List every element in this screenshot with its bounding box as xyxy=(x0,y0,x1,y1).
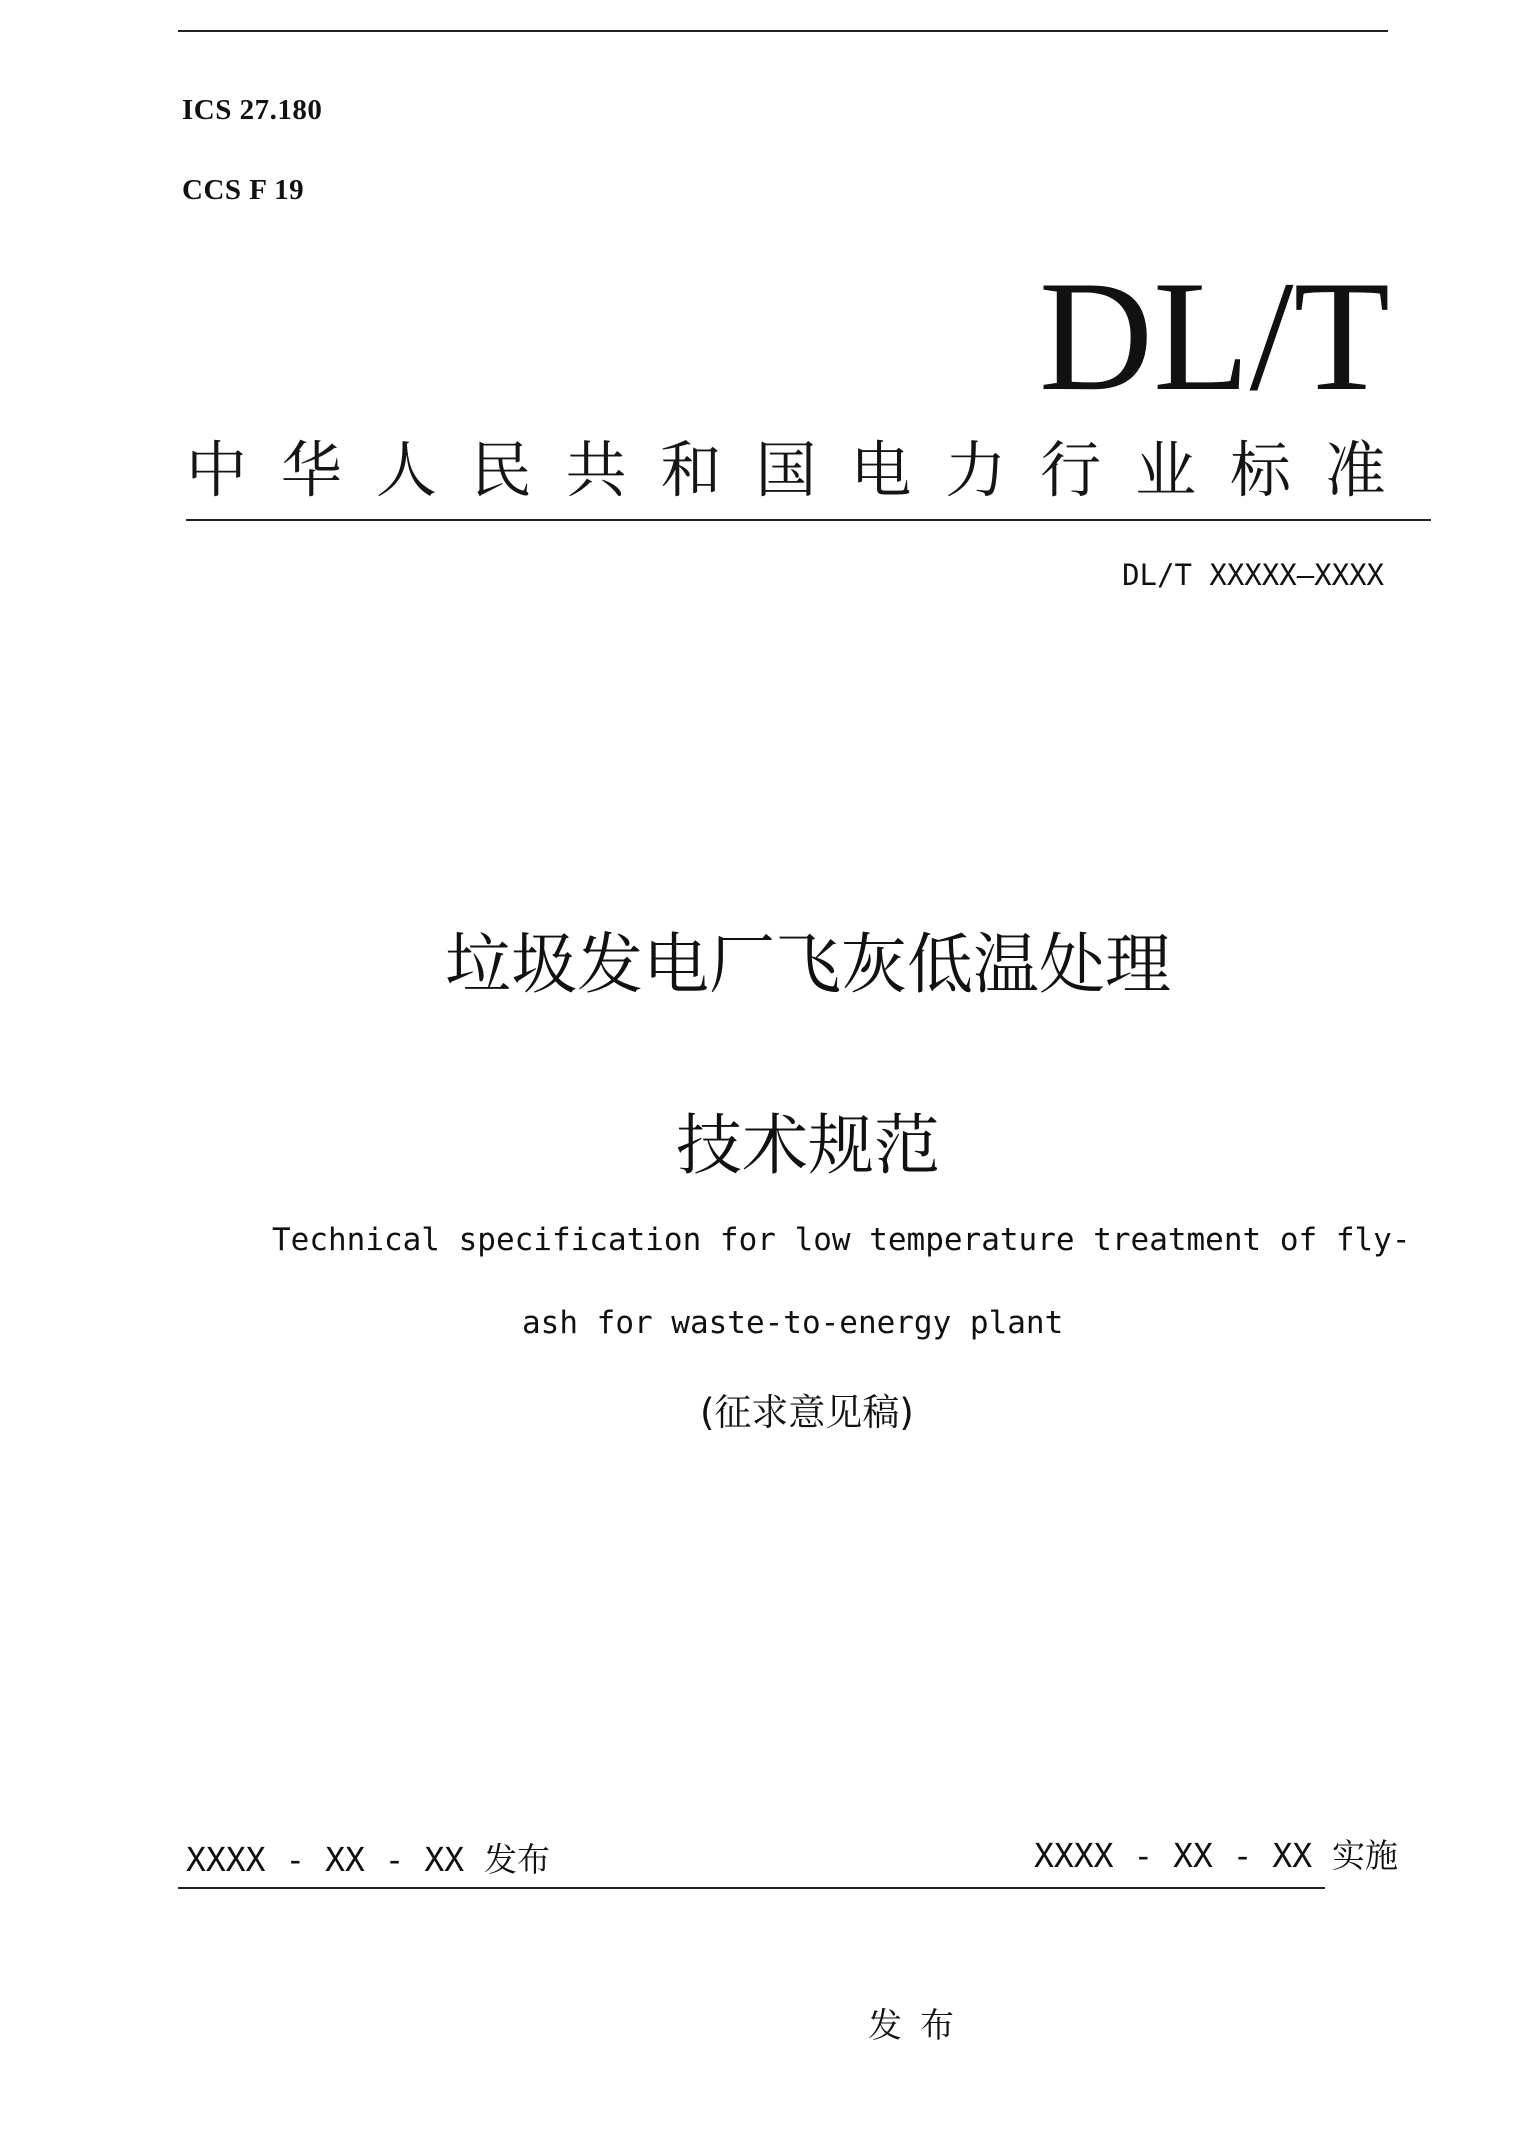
publish-label: 发布 xyxy=(868,2006,972,2046)
ccs-code: CCS F 19 xyxy=(182,174,305,206)
title-chinese-line-2: 技术规范 xyxy=(676,1107,940,1184)
title-chinese-line-1: 垃圾发电厂飞灰低温处理 xyxy=(445,926,1171,1003)
org-name-char: 华 xyxy=(280,435,342,506)
org-name-char: 行 xyxy=(1040,435,1102,506)
implementation-date: XXXX - XX - XX 实施 xyxy=(1034,1836,1399,1875)
title-english-line-2: ash for waste-to-energy plant xyxy=(522,1305,1064,1341)
standard-number: DL/T XXXXX—XXXX xyxy=(1122,558,1384,592)
title-english-line-1: Technical specification for low temperature treatment of fly- xyxy=(272,1222,1411,1258)
release-date: XXXX - XX - XX 发布 xyxy=(186,1840,551,1879)
org-name-char: 标 xyxy=(1229,435,1291,506)
org-name-char: 中 xyxy=(186,435,248,506)
draft-status-note: (征求意见稿) xyxy=(700,1391,914,1434)
org-name-char: 和 xyxy=(660,435,722,506)
org-name-char: 力 xyxy=(945,435,1007,506)
org-name-char: 国 xyxy=(755,435,817,506)
standard-mark: DL/T xyxy=(1038,249,1390,424)
header-rule xyxy=(186,519,1431,521)
org-name-char: 人 xyxy=(375,435,437,506)
footer-rule xyxy=(178,1887,1325,1889)
org-name-char: 民 xyxy=(470,435,532,506)
top-rule xyxy=(178,30,1388,32)
org-name-char: 共 xyxy=(565,435,627,506)
ics-code: ICS 27.180 xyxy=(182,94,323,126)
org-name-char: 业 xyxy=(1135,435,1197,506)
org-name-char: 电 xyxy=(850,435,912,506)
org-name-char: 准 xyxy=(1324,435,1386,506)
issuing-standard-name xyxy=(186,436,1386,506)
